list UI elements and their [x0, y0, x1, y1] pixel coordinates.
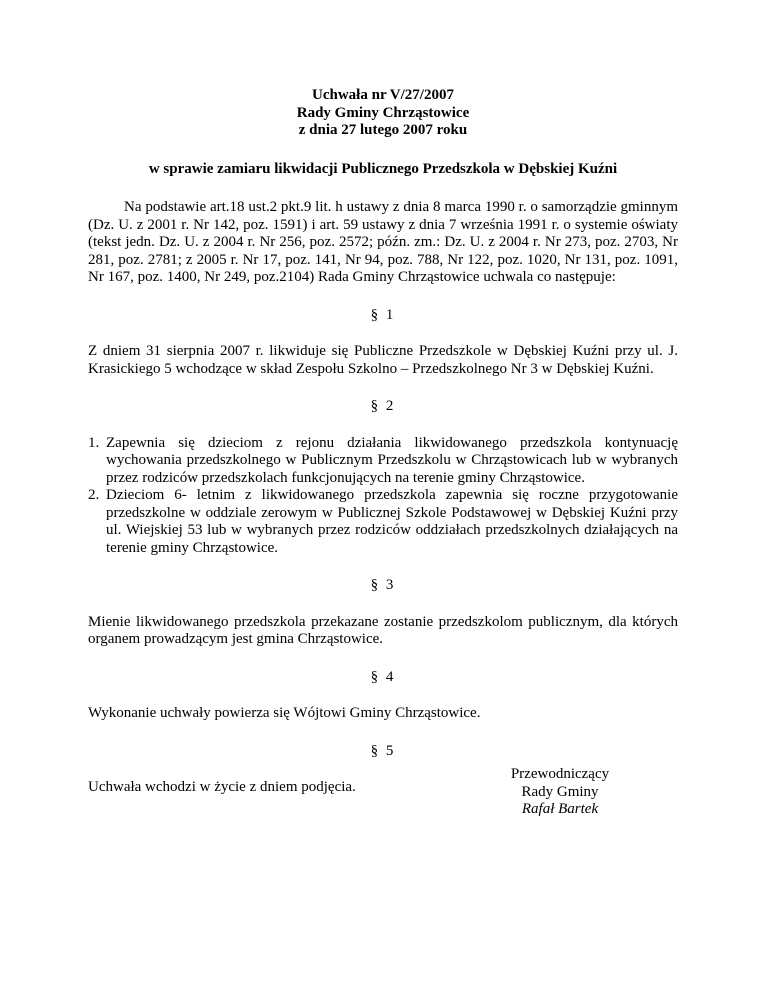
- section-2-list: [88, 435, 678, 558]
- section-mark-2: § 2: [370, 398, 396, 414]
- title-line-number: Uchwała nr V/27/2007: [312, 87, 454, 103]
- section-3-text: Mienie likwidowanego przedszkola przekazane zostanie przedszkolom publicznym, dla których organem prowadzącym jest gmina Chrząstowice.: [88, 613, 678, 647]
- signature-role: Przewodniczący: [510, 766, 610, 782]
- list-item-text: Zapewnia się dzieciom z rejonu działania likwidowanego przedszkola kontynuację wychowania przedszkolnego w Publicznym Przedszkolu w Chrząstowicach lub w wybranych przez rodziców przedszkolach funkcjonujących na terenie gminy Chrząstowice.: [106, 434, 678, 486]
- resolution-subject: w sprawie zamiaru likwidacji Publicznego Przedszkola w Dębskiej Kuźni: [148, 160, 618, 177]
- section-5-text: Uchwała wchodzi w życie z dniem podjęcia.: [88, 779, 356, 795]
- legal-basis-paragraph: Na podstawie art.18 ust.2 pkt.9 lit. h ustawy z dnia 8 marca 1990 r. o samorządzie gminnym (Dz. U. z 2001 r. Nr 142, poz. 1591) i art. 59 ustawy z dnia 7 września 1991 r. o systemie oświaty (tekst jedn. Dz. U. z 2004 r. Nr 256, poz. 2572; późn. zm.: Dz. U. z 2004 r. Nr 273, poz. 2703, Nr 281, poz. 2781; z 2005 r. Nr 17, poz. 141, Nr 94, poz. 788, Nr 122, poz. 1020, Nr 131, poz. 1091, Nr 167, poz. 1400, Nr 249, poz.2104) Rada Gminy Chrząstowice uchwala co następuje:: [88, 199, 678, 285]
- list-item: [88, 435, 678, 488]
- section-mark-4: § 4: [370, 668, 396, 685]
- section-mark-1: § 1: [370, 306, 396, 323]
- list-item-number: 1.: [88, 434, 100, 451]
- section-mark-3: § 3: [370, 577, 396, 593]
- section-1-text: Z dniem 31 sierpnia 2007 r. likwiduje się Publiczne Przedszkole w Dębskiej Kuźni przy ul. J. Krasickiego 5 wchodzące w skład Zespołu Szkolno – Przedszkolnego Nr 3 w Dębskiej Kuźni.: [88, 343, 678, 377]
- title-line-date: z dnia 27 lutego 2007 roku: [298, 122, 468, 138]
- list-item: [88, 487, 678, 557]
- title-line-council: Rady Gminy Chrząstowice: [296, 104, 470, 121]
- document-page: [88, 87, 678, 797]
- list-item-number: 2.: [88, 487, 100, 503]
- section-mark-5: § 5: [370, 742, 396, 759]
- section-4-text: Wykonanie uchwały powierza się Wójtowi Gminy Chrząstowice.: [88, 705, 481, 721]
- list-item-text: Dzieciom 6- letnim z likwidowanego przedszkola zapewnia się roczne przygotowanie przedszkolne w oddziale zerowym w Publicznej Szkole Podstawowej w Dębskiej Kuźni przy ul. Wiejskiej 53 lub w wybranych przez rodziców oddziałach przedszkolnych działających na terenie gminy Chrząstowice.: [106, 487, 678, 556]
- resolution-title: [88, 87, 678, 140]
- signature-name: Rafał Bartek: [521, 801, 599, 817]
- signature-body: Rady Gminy: [521, 783, 599, 800]
- signature-block: [496, 766, 624, 819]
